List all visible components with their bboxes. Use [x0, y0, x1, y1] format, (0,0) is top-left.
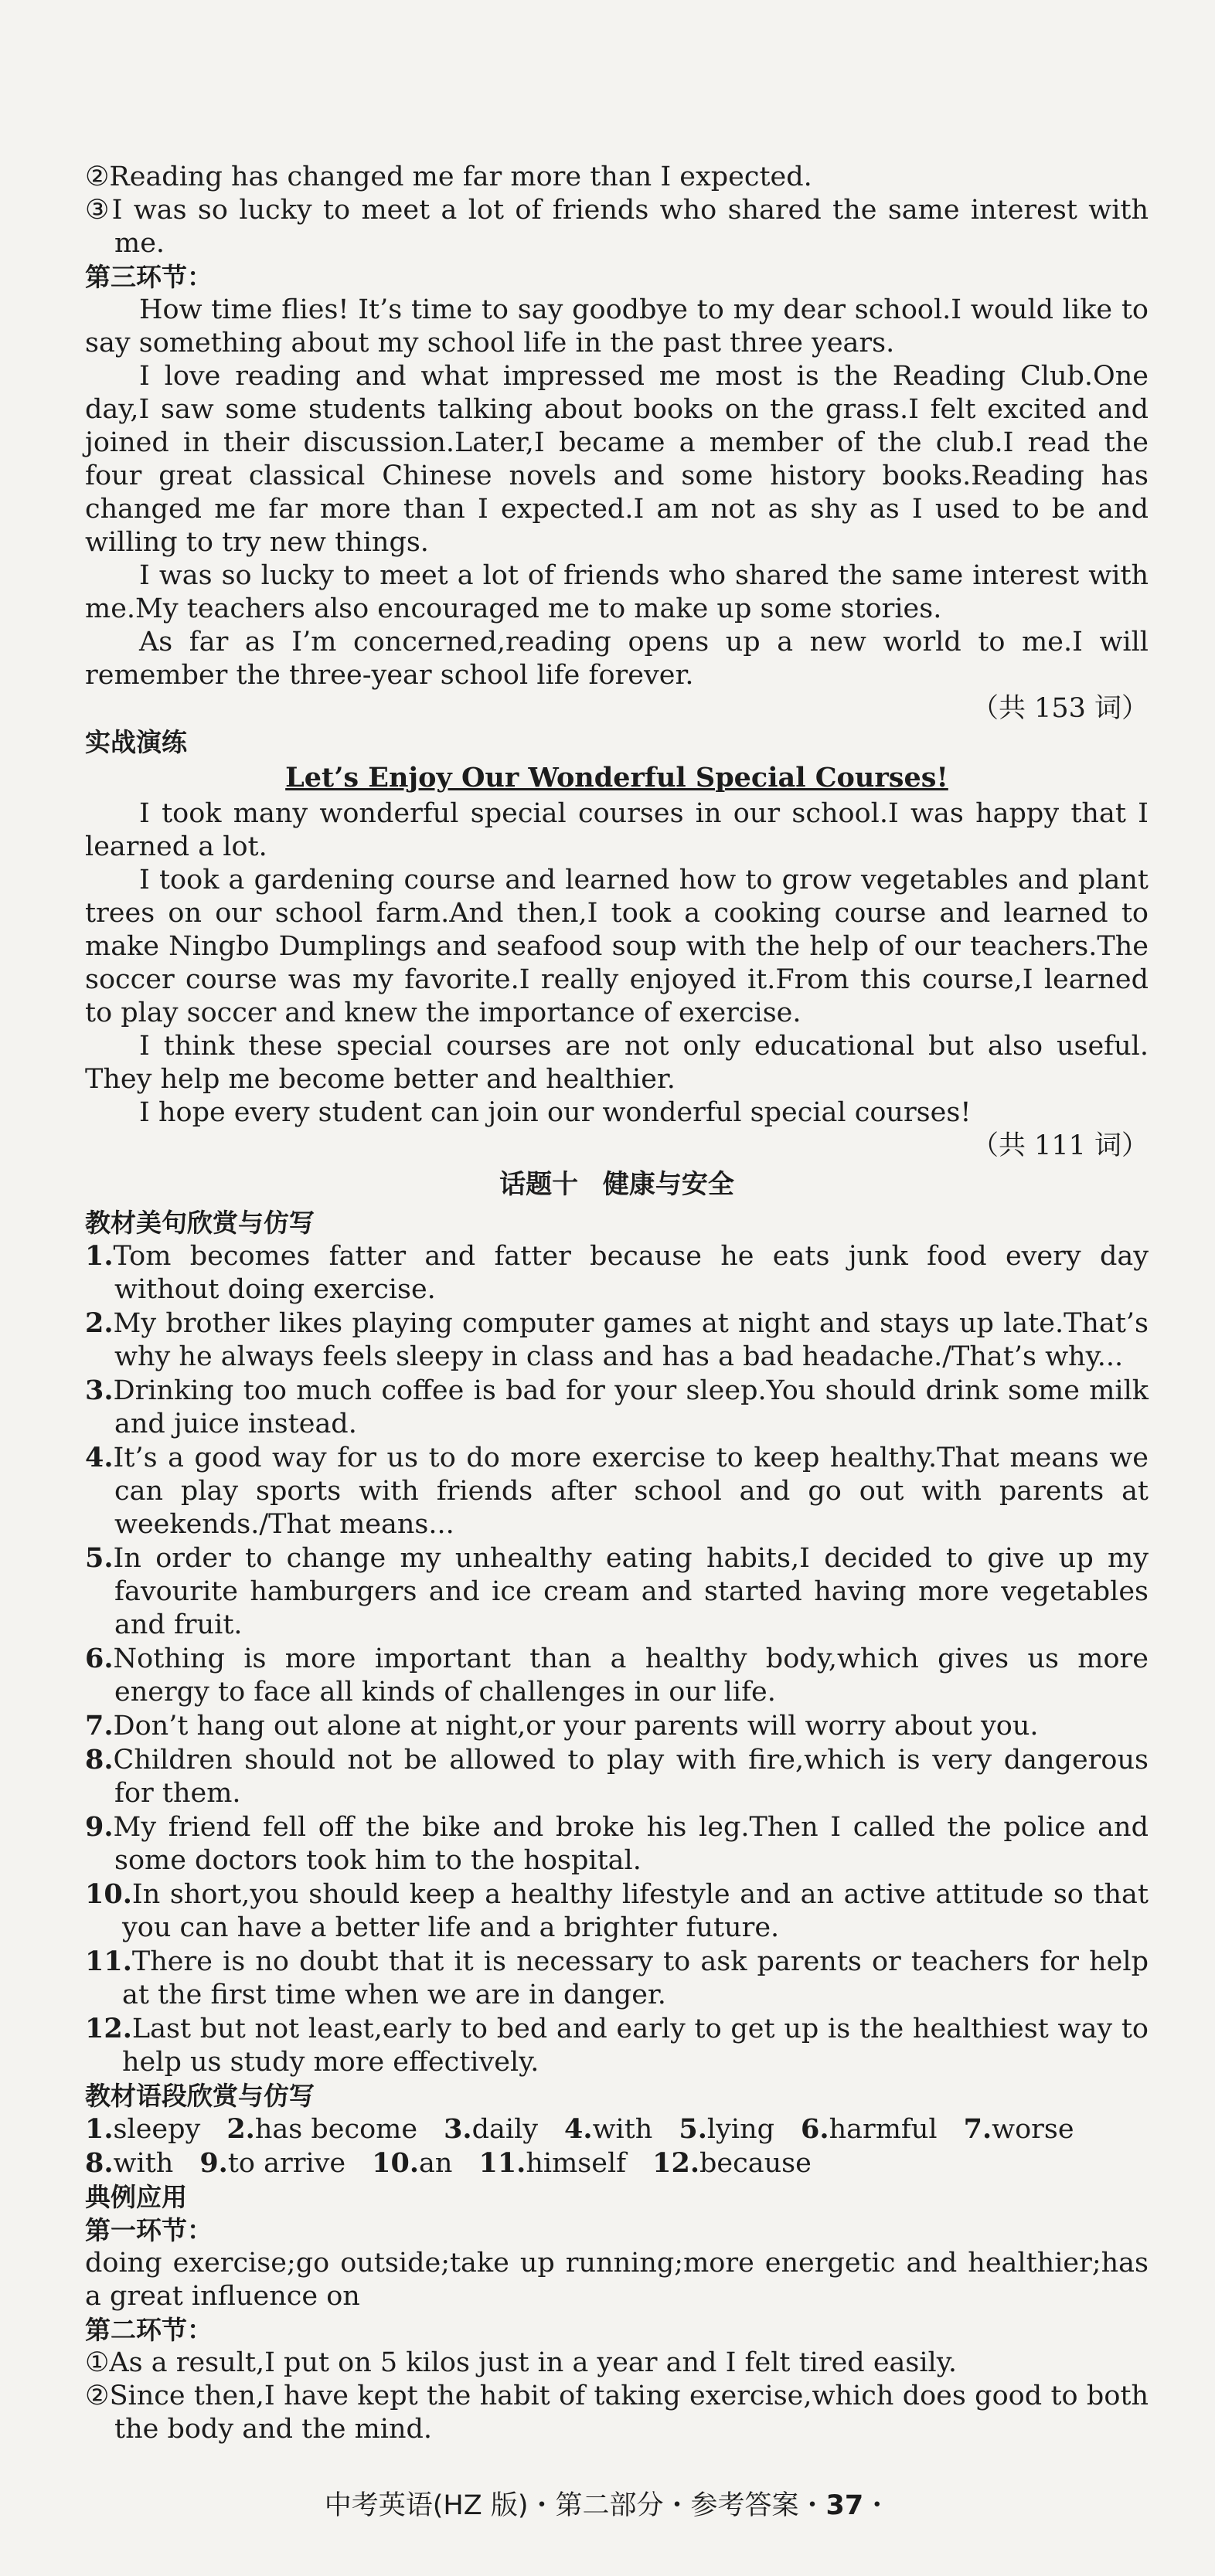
- sentence-number: 2.: [85, 1307, 114, 1339]
- section-3-heading: 第三环节：: [85, 262, 213, 292]
- answer-list: [85, 2112, 1149, 2180]
- sentence-text: In order to change my unhealthy eating habits,I decided to give up my favourite hamburgers and ice cream and started having more vegetables and fruit.: [113, 1543, 1149, 1640]
- topic-name: 健康与安全: [602, 1169, 734, 1200]
- step2-line: ②Since then,I have kept the habit of taking exercise,which does good to both the body and the mind.: [85, 2381, 1149, 2445]
- answer-number: 9.: [199, 2147, 228, 2179]
- answer-number: 10.: [372, 2147, 420, 2179]
- answer-number: 1.: [85, 2113, 114, 2145]
- topic-label: 话题十: [499, 1169, 579, 1200]
- sentence-text: Drinking too much coffee is bad for your sleep.You should drink some milk and juice instead.: [113, 1375, 1149, 1439]
- answer-item: [85, 2112, 200, 2146]
- sentence-text: My brother likes playing computer games at night and stays up late.That’s why he always feels sleepy in class and has a bad headache./That’s why...: [113, 1308, 1149, 1372]
- answer-number: 12.: [652, 2147, 700, 2179]
- essay2-paragraph: I hope every student can join our wonderful special courses!: [139, 1097, 972, 1128]
- sentence-text: Don’t hang out alone at night,or your parents will worry about you.: [113, 1711, 1039, 1742]
- step2-heading: 第二环节：: [85, 2315, 213, 2345]
- answer-text: daily: [471, 2114, 539, 2145]
- footer-text: 中考英语(HZ 版)・第二部分・参考答案・: [324, 2490, 826, 2521]
- answer-number: 3.: [444, 2113, 472, 2145]
- topic-heading: [85, 1166, 1149, 1203]
- sentence-text: Children should not be allowed to play with fire,which is very dangerous for them.: [113, 1745, 1149, 1809]
- answer-item: [372, 2146, 452, 2180]
- sentence-text: Tom becomes fatter and fatter because he eats junk food every day without doing exercise.: [113, 1241, 1149, 1305]
- answer-item: [964, 2112, 1074, 2146]
- answer-number: 8.: [85, 2147, 114, 2179]
- sentence-number: 3.: [85, 1375, 114, 1406]
- sentence-number: 8.: [85, 1744, 114, 1776]
- sentence-number: 10.: [85, 1878, 132, 1910]
- sentence-item: [85, 1642, 1149, 1709]
- sentence-text: Nothing is more important than a healthy body,which gives us more energy to face all kinds of challenges in our life.: [113, 1643, 1149, 1708]
- sentence-list: [85, 1239, 1149, 2079]
- answer-text: worse: [992, 2114, 1074, 2145]
- answer-item: [652, 2146, 812, 2180]
- sentence-item: [85, 1307, 1149, 1374]
- answer-text: has become: [254, 2114, 418, 2145]
- step1-text: doing exercise;go outside;take up running;more energetic and healthier;has a great influence on: [85, 2248, 1149, 2312]
- sentence-item: [85, 1709, 1149, 1743]
- word-count: （共 153 词）: [971, 693, 1149, 724]
- answer-text: harmful: [829, 2114, 938, 2145]
- sentence-item: [85, 1878, 1149, 1945]
- sentence-number: 6.: [85, 1643, 114, 1674]
- sentence-number: 7.: [85, 1710, 114, 1742]
- essay1-paragraph: As far as I’m concerned,reading opens up a new world to me.I will remember the three-year school life forever.: [85, 627, 1149, 691]
- answer-number: 4.: [564, 2113, 593, 2145]
- sentence-item: [85, 1239, 1149, 1307]
- sentence-text: In short,you should keep a healthy lifestyle and an active attitude so that you can have a better life and a brighter future.: [122, 1879, 1149, 1943]
- essay2-paragraph: I took many wonderful special courses in our school.I was happy that I learned a lot.: [85, 798, 1149, 862]
- sentence-number: 9.: [85, 1811, 114, 1843]
- sentence-item: [85, 1441, 1149, 1541]
- essay1-paragraph: How time flies! It’s time to say goodbye to my dear school.I would like to say something about my school life in the past three years.: [85, 294, 1149, 359]
- page-footer: [0, 2484, 1215, 2523]
- essay1-paragraph: I love reading and what impressed me most is the Reading Club.One day,I saw some students talking about books on the grass.I felt excited and joined in their discussion.Later,I became a member of the club.I read the four great classical Chinese novels and some history books.Reading has changed me far more than I expected.I am not as shy as I used to be and willing to try new things.: [85, 361, 1149, 558]
- sentence-number: 11.: [85, 1946, 132, 1977]
- answer-item: [85, 2146, 173, 2180]
- answer-item: [444, 2112, 538, 2146]
- sentence-text: There is no doubt that it is necessary to ask parents or teachers for help at the first time when we are in danger.: [122, 1946, 1149, 2010]
- answer-item: [564, 2112, 652, 2146]
- essay2-paragraph: I took a gardening course and learned how to grow vegetables and plant trees on our school farm.And then,I took a cooking course and learned to make Ningbo Dumplings and seafood soup with the help of our teachers.The soccer course was my favorite.I really enjoyed it.From this course,I learned to play soccer and knew the importance of exercise.: [85, 865, 1149, 1028]
- sentence-item: [85, 1743, 1149, 1810]
- practice-heading: 实战演练: [85, 727, 187, 757]
- sentence-number: 1.: [85, 1240, 114, 1272]
- step2-line: ①As a result,I put on 5 kilos just in a year and I felt tired easily.: [85, 2347, 957, 2378]
- answer-number: 2.: [226, 2113, 255, 2145]
- footer-dot: ・: [863, 2490, 891, 2521]
- sentence-item: [85, 1945, 1149, 2012]
- essay2-paragraph: I think these special courses are not only educational but also useful. They help me become better and healthier.: [85, 1031, 1149, 1095]
- answer-line-3: ③I was so lucky to meet a lot of friends who shared the same interest with me.: [85, 195, 1149, 259]
- answer-number: 7.: [963, 2113, 992, 2145]
- answer-line-2: ②Reading has changed me far more than I expected.: [85, 161, 812, 192]
- answer-number: 11.: [478, 2147, 526, 2179]
- answer-text: sleepy: [113, 2114, 201, 2145]
- answer-text: lying: [706, 2114, 775, 2145]
- answer-text: because: [699, 2148, 812, 2179]
- sentence-number: 4.: [85, 1442, 114, 1473]
- answer-text: an: [419, 2148, 453, 2179]
- answer-item: [226, 2112, 417, 2146]
- essay1-paragraph: I was so lucky to meet a lot of friends who shared the same interest with me.My teachers also encouraged me to make up some stories.: [85, 560, 1149, 624]
- answer-number: 6.: [801, 2113, 829, 2145]
- answer-item: [199, 2146, 345, 2180]
- answer-text: with: [113, 2148, 174, 2179]
- sentence-item: [85, 1810, 1149, 1878]
- sentence-number: 5.: [85, 1542, 114, 1574]
- passage-heading: 教材语段欣赏与仿写: [85, 2081, 315, 2111]
- sentence-item: [85, 1541, 1149, 1642]
- page-number: 37: [825, 2490, 864, 2521]
- sentences-heading: 教材美句欣赏与仿写: [85, 1208, 315, 1238]
- answer-item: [679, 2112, 774, 2146]
- answer-text: himself: [526, 2148, 627, 2179]
- word-count: （共 111 词）: [971, 1130, 1149, 1161]
- answer-text: to arrive: [227, 2148, 346, 2179]
- answer-item: [478, 2146, 626, 2180]
- sentence-item: [85, 1374, 1149, 1441]
- answer-text: with: [592, 2114, 653, 2145]
- example-heading: 典例应用: [85, 2182, 187, 2212]
- sentence-number: 12.: [85, 2013, 132, 2044]
- step1-heading: 第一环节：: [85, 2215, 213, 2245]
- essay-title: Let’s Enjoy Our Wonderful Special Courses!: [285, 762, 948, 794]
- answer-item: [801, 2112, 938, 2146]
- sentence-text: It’s a good way for us to do more exercise to keep healthy.That means we can play sports with friends after school and go out with parents at weekends./That means...: [113, 1443, 1149, 1540]
- sentence-item: [85, 2012, 1149, 2079]
- sentence-text: My friend fell off the bike and broke his leg.Then I called the police and some doctors took him to the hospital.: [113, 1812, 1149, 1876]
- sentence-text: Last but not least,early to bed and early to get up is the healthiest way to help us study more effectively.: [122, 2014, 1149, 2078]
- answer-number: 5.: [679, 2113, 707, 2145]
